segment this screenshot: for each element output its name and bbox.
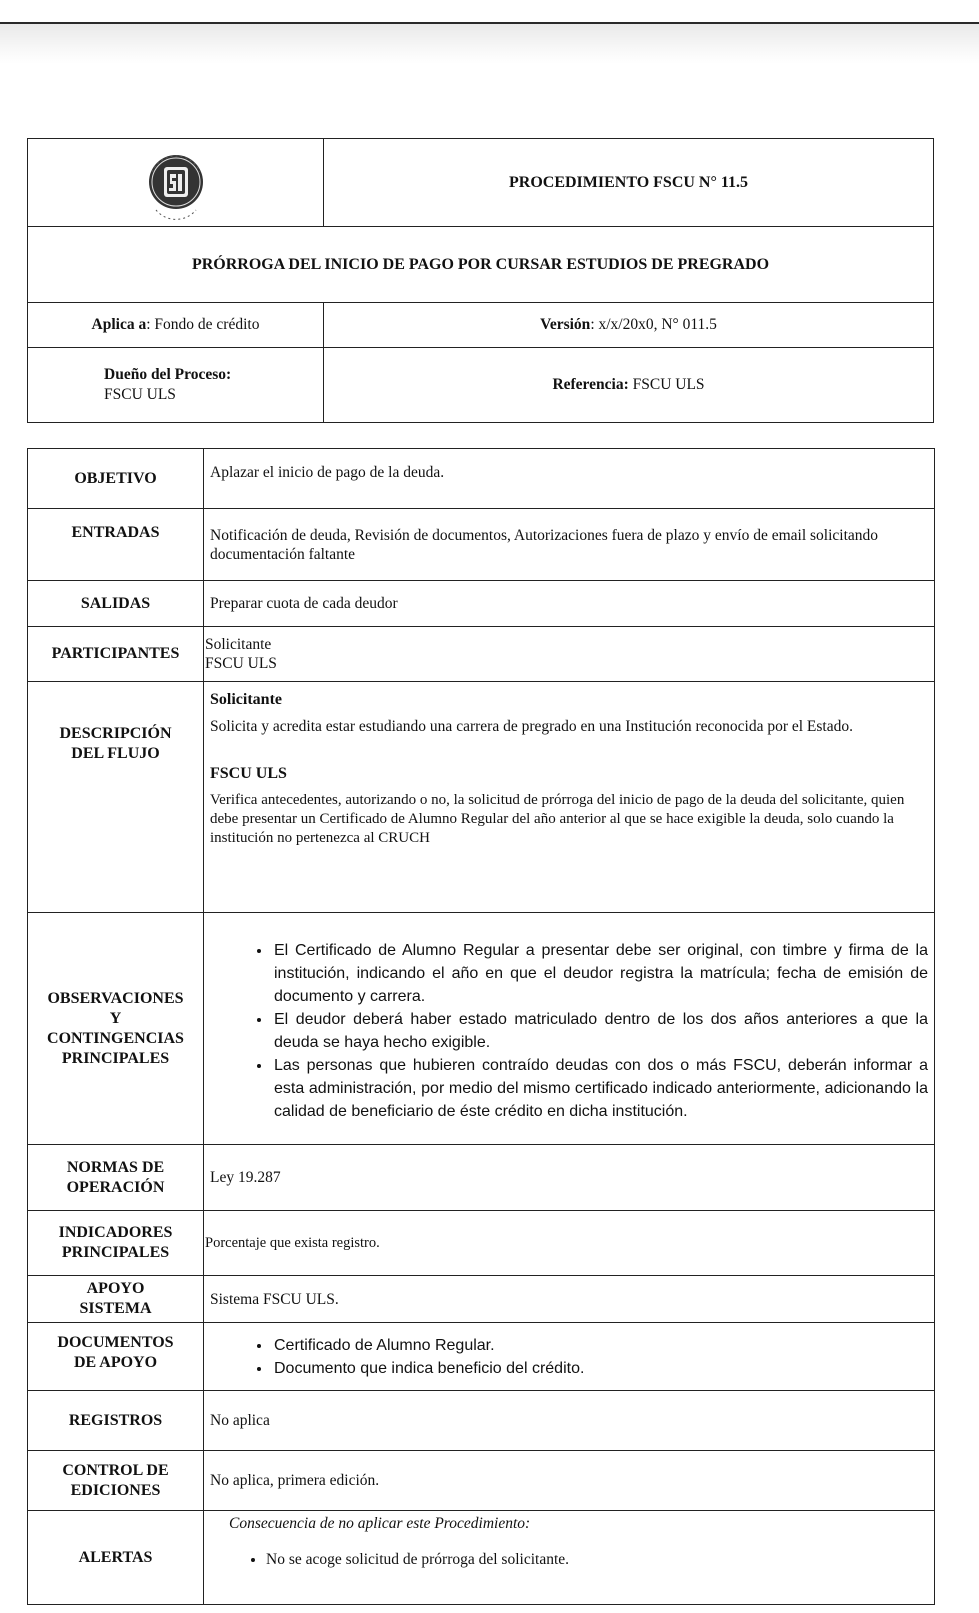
documentos-label-line: DOCUMENTOS [57,1334,174,1351]
descripcion-text: Solicita y acredita estar estudiando una carrera de pregrado en una Institución reconocida por el Estado. [210,718,853,735]
participante-item: FSCU ULS [205,655,277,672]
control-label-line: EDICIONES [70,1481,161,1499]
descripcion-text: Verifica antecedentes, autorizando o no, la solicitud de prórroga del inicio de pago de la deuda del solicitante, quien debe presentar un Certificado de Alumno Regular del año anterior al que se hace exigible la deuda, solo cuando la institución no pertenezca al CRUCH [210,792,905,846]
header-table [27,138,934,423]
observaciones-label [28,913,204,1145]
row-entradas [28,509,935,581]
list-item: • Documento que indica beneficio del crédito. [272,1357,928,1380]
documentos-list [204,1334,934,1380]
row-documentos [28,1323,935,1391]
documentos-label [28,1323,204,1391]
dueno-value: FSCU ULS [104,386,176,403]
procedure-table [27,448,935,1605]
documentos-label-line: DE APOYO [73,1354,158,1371]
row-control [28,1451,935,1511]
list-item: • Certificado de Alumno Regular. [272,1334,928,1357]
registros-label: REGISTROS [28,1391,204,1451]
normas-label [28,1145,204,1211]
objetivo-label: OBJETIVO [28,449,204,509]
control-value: No aplica, primera edición. [204,1451,935,1511]
normas-label-line: NORMAS DE [66,1158,165,1176]
descripcion-label-line: DEL FLUJO [71,745,160,762]
alertas-list [204,1551,934,1569]
control-label-line: CONTROL DE [62,1461,169,1479]
normas-value: Ley 19.287 [204,1145,935,1211]
aplica-value: : Fondo de crédito [146,316,260,333]
logo-cell [28,139,324,227]
procedure-title: PROCEDIMIENTO FSCU N° 11.5 [324,139,934,227]
referencia-cell [324,348,934,423]
row-apoyo [28,1276,935,1323]
participante-item: Solicitante [205,636,272,653]
list-item: • No se acoge solicitud de prórroga del solicitante. [266,1551,934,1569]
referencia-value: FSCU ULS [628,376,705,393]
row-alertas [28,1511,935,1605]
participantes-value [204,627,935,682]
university-seal-icon [136,142,216,224]
scan-shadow [0,24,979,64]
list-item: • Las personas que hubieren contraído deudas con dos o más FSCU, deberán informar a esta administración, por medio del mismo certificado indicado anteriormente, adicionando la calidad de beneficiario de éste crédito en dicha institución. [272,1054,928,1123]
descripcion-value [204,682,935,913]
indicadores-label-line: INDICADORES [58,1224,173,1241]
list-item: • El Certificado de Alumno Regular a presentar debe ser original, con timbre y firma de la institución, indicando el año en que el deudor registra la matrícula; fecha de emisión de documento y carrera. [272,939,928,1008]
row-salidas [28,581,935,627]
row-objetivo [28,449,935,509]
referencia-label: Referencia: [552,376,629,393]
dueno-label: Dueño del Proceso: [104,366,232,383]
salidas-value: Preparar cuota de cada deudor [204,581,935,627]
objetivo-value: Aplazar el inicio de pago de la deuda. [204,449,935,509]
descripcion-label [28,682,204,913]
row-participantes [28,627,935,682]
row-registros [28,1391,935,1451]
procedure-subtitle: PRÓRROGA DEL INICIO DE PAGO POR CURSAR ESTUDIOS DE PREGRADO [28,227,934,303]
apoyo-label-line: APOYO [86,1280,145,1297]
descripcion-label-line: DESCRIPCIÓN [59,725,172,742]
alertas-value [204,1511,935,1605]
salidas-label: SALIDAS [28,581,204,627]
entradas-label: ENTRADAS [28,509,204,581]
row-indicadores [28,1211,935,1276]
registros-value: No aplica [204,1391,935,1451]
observaciones-list [204,939,934,1123]
aplica-cell [28,303,324,348]
apoyo-label-line: SISTEMA [79,1300,152,1317]
list-item: • El deudor deberá haber estado matriculado dentro de los dos años anteriores a que la deuda se haya hecho exigible. [272,1008,928,1054]
observaciones-label-line: CONTINGENCIAS [47,1029,184,1047]
indicadores-label [28,1211,204,1276]
version-cell [324,303,934,348]
entradas-value: Notificación de deuda, Revisión de documentos, Autorizaciones fuera de plazo y envío de email solicitando documentación faltante [204,509,935,581]
normas-label-line: OPERACIÓN [66,1178,165,1196]
descripcion-heading: Solicitante [210,691,282,708]
row-observaciones [28,913,935,1145]
apoyo-label [28,1276,204,1323]
participantes-label: PARTICIPANTES [28,627,204,682]
row-normas [28,1145,935,1211]
apoyo-value: Sistema FSCU ULS. [204,1276,935,1323]
dueno-cell [28,348,324,423]
alertas-intro: Consecuencia de no aplicar este Procedimiento: [229,1515,531,1532]
documentos-value [204,1323,935,1391]
observaciones-label-line: PRINCIPALES [61,1049,170,1067]
row-descripcion [28,682,935,913]
version-label: Versión [540,316,591,333]
descripcion-heading: FSCU ULS [210,765,287,782]
observaciones-label-line: OBSERVACIONES [47,989,184,1007]
indicadores-value: Porcentaje que exista registro. [204,1211,935,1276]
aplica-label: Aplica a [91,316,147,333]
observaciones-label-line: Y [109,1009,122,1027]
indicadores-label-line: PRINCIPALES [61,1244,170,1261]
observaciones-value [204,913,935,1145]
control-label [28,1451,204,1511]
alertas-label: ALERTAS [28,1511,204,1605]
version-value: : x/x/20x0, N° 011.5 [590,316,717,333]
